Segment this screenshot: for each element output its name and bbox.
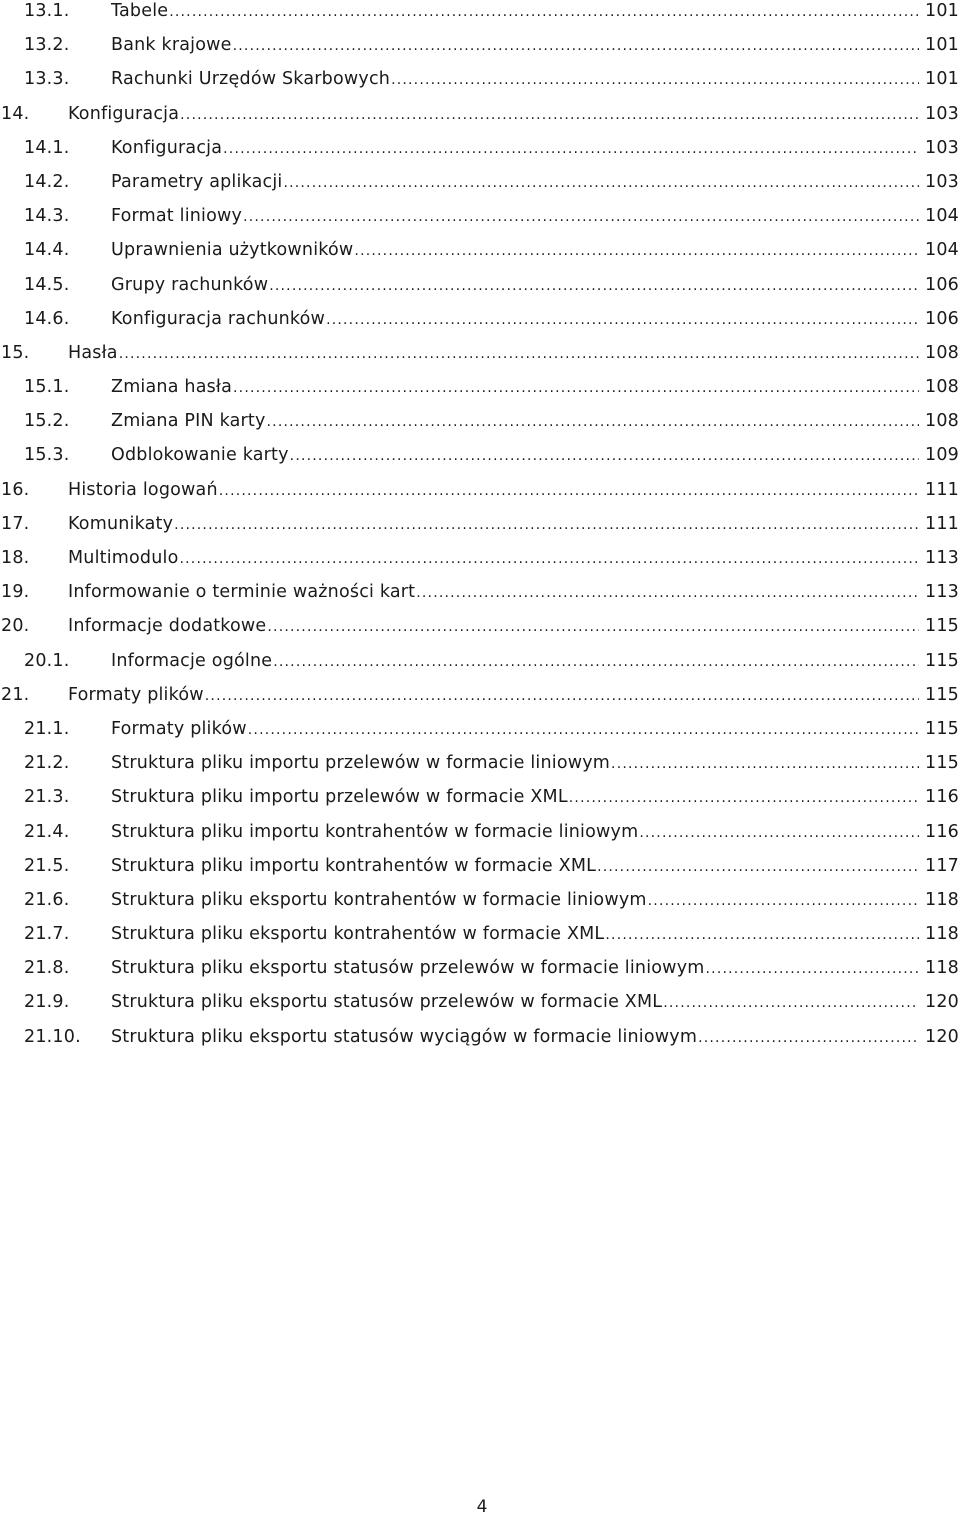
toc-entry-page[interactable]: 108 (924, 342, 959, 363)
toc-entry-title[interactable]: Multimodulo (68, 548, 179, 568)
dot-leader (273, 651, 919, 673)
toc-entry-title[interactable]: Konfiguracja (111, 137, 223, 158)
toc-entry[interactable] (0, 308, 960, 342)
toc-entry-title[interactable]: Tabele (111, 1, 169, 21)
toc-entry-page[interactable]: 101 (924, 69, 959, 90)
toc-entry-leader (68, 103, 920, 126)
toc-entry-page[interactable]: 118 (924, 924, 959, 945)
toc-entry-leader (111, 650, 920, 673)
toc-entry-title[interactable]: Parametry aplikacji (111, 171, 283, 192)
toc-entry-title[interactable]: Komunikaty (68, 513, 174, 534)
toc-entry-leader (111, 239, 920, 262)
toc-entry-leader (111, 991, 920, 1014)
toc-entry-leader (111, 205, 920, 228)
toc-entry-title[interactable]: Zmiana hasła (111, 377, 233, 398)
toc-entry[interactable] (0, 479, 960, 513)
toc-entry-number: 15.2. (24, 411, 70, 432)
toc-entry-page[interactable]: 115 (924, 684, 959, 705)
toc-entry-page[interactable]: 116 (924, 787, 959, 808)
dot-leader (269, 275, 919, 297)
toc-entry-leader (68, 479, 920, 502)
dot-leader (233, 35, 919, 57)
toc-entry-page[interactable]: 104 (924, 240, 959, 261)
dot-leader (639, 822, 919, 844)
toc-entry[interactable] (0, 239, 960, 273)
toc-entry-number: 17. (1, 513, 30, 534)
toc-entry-leader (111, 274, 920, 297)
toc-entry-page[interactable]: 106 (924, 308, 959, 329)
toc-entry-number: 21.5. (24, 855, 70, 876)
dot-leader (119, 343, 919, 365)
toc-entry[interactable] (0, 855, 960, 889)
toc-entry-title[interactable]: Bank krajowe (111, 35, 232, 56)
toc-entry[interactable] (0, 991, 960, 1025)
dot-leader (180, 104, 919, 126)
toc-entry-leader (111, 137, 920, 160)
toc-entry-leader (111, 34, 920, 57)
toc-entry-title[interactable]: Grupy rachunków (111, 274, 269, 295)
toc-entry[interactable] (0, 68, 960, 102)
toc-entry-title[interactable]: Struktura pliku eksportu statusów wyciągów w formacie liniowym (111, 1026, 698, 1047)
toc-entry-title[interactable]: Format liniowy (111, 206, 243, 227)
toc-entry-title[interactable]: Struktura pliku importu przelewów w formacie XML (111, 787, 568, 808)
toc-entry[interactable] (0, 513, 960, 547)
toc-entry-title[interactable]: Informowanie o terminie ważności kart (68, 582, 416, 603)
dot-leader (223, 138, 919, 160)
toc-entry[interactable] (0, 1026, 960, 1060)
toc-entry-number: 14.1. (24, 137, 70, 158)
toc-entry-number: 13.3. (24, 69, 70, 90)
toc-entry[interactable] (0, 376, 960, 410)
toc-entry-leader (111, 821, 920, 844)
toc-entry-title[interactable]: Informacje dodatkowe (68, 616, 267, 637)
toc-entry-number: 21.6. (24, 889, 70, 910)
toc-entry-page[interactable]: 103 (924, 171, 959, 192)
dot-leader (180, 548, 920, 570)
dot-leader (611, 753, 919, 775)
toc-entry[interactable] (0, 171, 960, 205)
toc-entry-leader (111, 923, 920, 946)
toc-entry-number: 14. (1, 103, 30, 124)
toc-entry-number: 20.1. (24, 650, 70, 671)
dot-leader (416, 582, 919, 604)
toc-entry-title[interactable]: Konfiguracja rachunków (111, 308, 326, 329)
toc-entry-page[interactable]: 115 (924, 616, 959, 637)
toc-entry-number: 16. (1, 479, 30, 500)
toc-entry-title[interactable]: Struktura pliku eksportu kontrahentów w formacie liniowym (111, 889, 647, 910)
toc-entry-leader (111, 855, 920, 878)
toc-entry[interactable] (0, 0, 960, 34)
toc-entry-number: 13.2. (24, 35, 70, 56)
dot-leader (267, 411, 919, 433)
toc-entry[interactable] (0, 34, 960, 68)
page-number: 4 (476, 1497, 488, 1517)
toc-entry-title[interactable]: Formaty plików (111, 718, 247, 739)
toc-entry-leader (111, 957, 920, 980)
toc-entry-number: 21.10. (24, 1026, 81, 1047)
dot-leader (248, 719, 919, 741)
toc-entry-page[interactable]: 117 (924, 855, 959, 876)
toc-entry-title[interactable]: Struktura pliku eksportu kontrahentów w formacie XML (111, 924, 605, 945)
dot-leader (597, 856, 919, 878)
toc-entry[interactable] (0, 821, 960, 855)
toc-entry-page[interactable]: 116 (924, 821, 959, 842)
toc-entry-page[interactable]: 101 (924, 35, 959, 56)
toc-entry-page[interactable]: 111 (924, 479, 959, 500)
dot-leader (290, 445, 919, 467)
toc-entry[interactable] (0, 547, 960, 581)
toc-entry-leader (111, 1026, 920, 1049)
toc-entry-title[interactable]: Hasła (68, 342, 118, 363)
toc-entry-page[interactable]: 120 (924, 992, 959, 1013)
toc-entry-number: 21.1. (24, 718, 70, 739)
toc-entry-page[interactable]: 113 (924, 582, 959, 603)
toc-entry-leader (111, 718, 920, 741)
toc-entry-leader (111, 0, 920, 23)
toc-entry[interactable] (0, 786, 960, 820)
toc-entry-title[interactable]: Struktura pliku importu kontrahentów w formacie liniowym (111, 821, 639, 842)
toc-entry-title[interactable]: Struktura pliku eksportu statusów przelewów w formacie XML (111, 992, 663, 1013)
toc-entry-page[interactable]: 103 (924, 103, 959, 124)
toc-entry-title[interactable]: Struktura pliku importu przelewów w formacie liniowym (111, 753, 611, 774)
toc-entry-page[interactable]: 115 (924, 753, 959, 774)
toc-entry-number: 21.7. (24, 924, 70, 945)
toc-entry-number: 20. (1, 616, 30, 637)
toc-entry-number: 14.4. (24, 240, 70, 261)
toc-entry-number: 15.1. (24, 377, 70, 398)
toc-entry-number: 13.1. (24, 1, 70, 21)
toc-entry-title[interactable]: Struktura pliku importu kontrahentów w formacie XML (111, 855, 597, 876)
toc-entry-page[interactable]: 108 (924, 377, 959, 398)
toc-entry-number: 14.3. (24, 206, 70, 227)
toc-entry-number: 21.4. (24, 821, 70, 842)
dot-leader (569, 787, 919, 809)
toc-entry-page[interactable]: 109 (924, 445, 959, 466)
toc-entry-leader (111, 376, 920, 399)
toc-entry-title[interactable]: Uprawnienia użytkowników (111, 240, 354, 261)
toc-entry-leader (111, 444, 920, 467)
dot-leader (706, 958, 919, 980)
toc-entry-number: 14.2. (24, 171, 70, 192)
toc-entry-leader (111, 786, 920, 809)
toc-entry-page[interactable]: 106 (924, 274, 959, 295)
toc-entry-leader (111, 308, 920, 331)
toc-entry[interactable] (0, 410, 960, 444)
toc-entry-title[interactable]: Struktura pliku eksportu statusów przelewów w formacie liniowym (111, 958, 705, 979)
toc-entry-leader (111, 171, 920, 194)
toc-entry-leader (111, 889, 920, 912)
toc-entry-leader (68, 342, 920, 365)
toc-entry[interactable] (0, 274, 960, 308)
toc-entry-page[interactable]: 111 (924, 513, 959, 534)
toc-entry[interactable] (0, 650, 960, 684)
toc-entry-leader (111, 68, 920, 91)
toc-entry-leader (111, 410, 920, 433)
dot-leader (326, 309, 919, 331)
toc-entry-leader (111, 752, 920, 775)
toc-entry-page[interactable]: 108 (924, 411, 959, 432)
toc-entry[interactable] (0, 889, 960, 923)
dot-leader (354, 240, 919, 262)
toc-entry[interactable] (0, 444, 960, 478)
toc-entry-page[interactable]: 120 (924, 1026, 959, 1047)
toc-entry-page[interactable]: 118 (924, 958, 959, 979)
toc-entry-title[interactable]: Konfiguracja (68, 103, 180, 124)
toc-entry[interactable] (0, 103, 960, 137)
toc-entry-page[interactable]: 101 (924, 1, 959, 21)
toc-entry-title[interactable]: Informacje ogólne (111, 650, 273, 671)
dot-leader (169, 1, 919, 23)
dot-leader (283, 172, 919, 194)
dot-leader (605, 924, 919, 946)
toc-entry[interactable] (0, 718, 960, 752)
toc-entry-number: 14.6. (24, 308, 70, 329)
toc-entry-title[interactable]: Formaty plików (68, 684, 204, 705)
dot-leader (663, 992, 919, 1014)
toc-entry-number: 21.8. (24, 958, 70, 979)
dot-leader (233, 377, 919, 399)
toc-entry-page[interactable]: 103 (924, 137, 959, 158)
dot-leader (174, 514, 919, 536)
toc-entry[interactable] (0, 581, 960, 615)
toc-entry-number: 21. (1, 684, 30, 705)
toc-entry-number: 21.3. (24, 787, 70, 808)
toc-entry-page[interactable]: 113 (924, 548, 959, 568)
dot-leader (267, 616, 919, 638)
dot-leader (391, 69, 919, 91)
toc-entry-title[interactable]: Zmiana PIN karty (111, 411, 266, 432)
toc-entry-leader (68, 684, 920, 707)
toc-entry-page[interactable]: 104 (924, 206, 959, 227)
toc-entry-number: 21.9. (24, 992, 70, 1013)
toc-entry-page[interactable]: 118 (924, 889, 959, 910)
toc-entry[interactable] (0, 137, 960, 171)
dot-leader (243, 206, 919, 228)
toc-entry[interactable] (0, 684, 960, 718)
toc-entry-number: 14.5. (24, 274, 70, 295)
toc-entry-leader (68, 513, 920, 536)
toc-entry-number: 19. (1, 582, 30, 603)
toc-entry-number: 21.2. (24, 753, 70, 774)
toc-entry-page[interactable]: 115 (924, 650, 959, 671)
toc-entry[interactable] (0, 957, 960, 991)
toc-entry-leader (68, 547, 920, 570)
toc-entry[interactable] (0, 205, 960, 239)
toc-entry-page[interactable]: 115 (924, 718, 959, 739)
toc-entry-leader (68, 581, 920, 604)
toc-entry-leader (68, 615, 920, 638)
toc-entry[interactable] (0, 342, 960, 376)
dot-leader (219, 480, 919, 502)
toc-entry[interactable] (0, 752, 960, 786)
toc-entry-number: 15.3. (24, 445, 70, 466)
toc-entry[interactable] (0, 615, 960, 649)
toc-entry-title[interactable]: Odblokowanie karty (111, 445, 289, 466)
dot-leader (648, 890, 919, 912)
toc-entry-title[interactable]: Historia logowań (68, 479, 218, 500)
toc-entry-number: 18. (1, 548, 30, 568)
dot-leader (698, 1027, 919, 1049)
toc-entry-title[interactable]: Rachunki Urzędów Skarbowych (111, 69, 391, 90)
dot-leader (205, 685, 919, 707)
toc-entry-number: 15. (1, 342, 30, 363)
toc-entry[interactable] (0, 923, 960, 957)
